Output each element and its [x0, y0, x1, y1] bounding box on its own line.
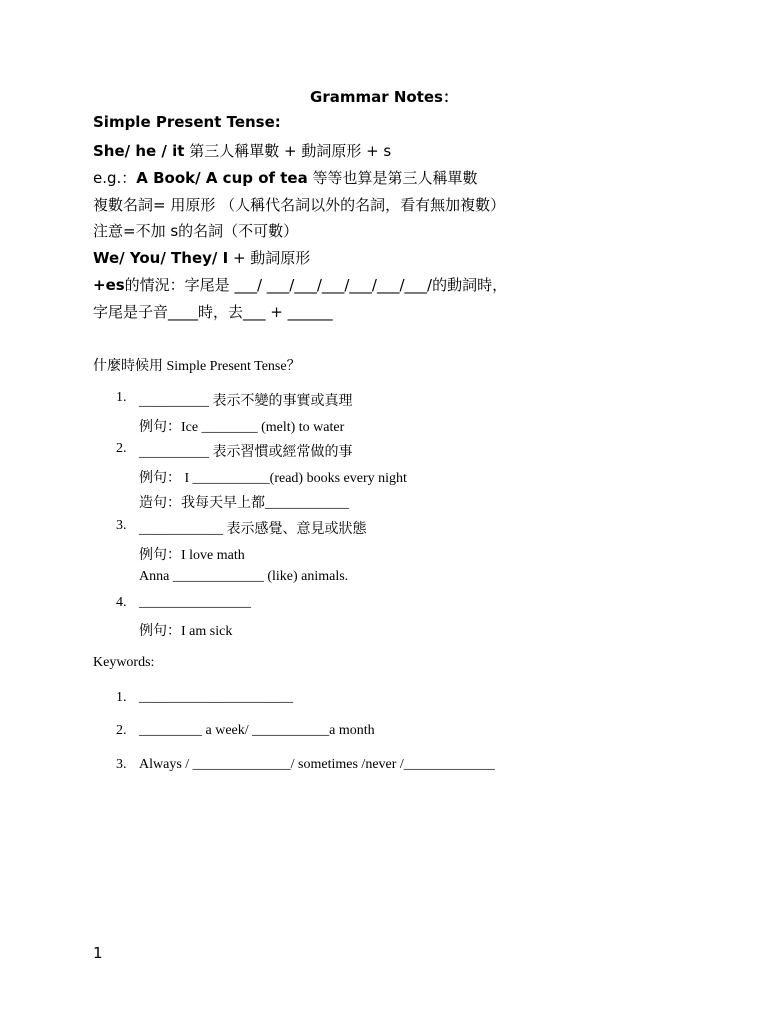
- keyword-item-blank: Always / ______________/ sometimes /never /_____________: [139, 757, 495, 772]
- usage-item-example: 例句：I love math: [139, 548, 245, 563]
- rule-plural-subjects-list: We/ You/ They/ I: [93, 249, 229, 267]
- rule-es-suffix-blanks: 的情況：字尾是 ___/ ___/___/___/___/___/___/的動詞時，: [124, 276, 508, 294]
- usage-item-number: 4.: [116, 595, 127, 610]
- usage-heading: 什麼時候用 Simple Present Tense？: [93, 359, 301, 374]
- rule-third-person-subject: She/ he / it: [93, 142, 185, 160]
- usage-item-example: 例句： I ___________(read) books every night: [139, 471, 407, 486]
- rule-third-person-formula: 第三人稱單數 + 動詞原形 + s: [184, 142, 392, 160]
- section-heading: Simple Present Tense:: [93, 113, 281, 131]
- keyword-item-number: 3.: [116, 757, 127, 772]
- rule-plural-subjects: [93, 247, 310, 268]
- keyword-item-blank: _________ a week/ ___________a month: [139, 723, 375, 738]
- rule-y-suffix: 字尾是子音____時，去___ + ______: [93, 303, 333, 321]
- rule-example-subject: A Book/ A cup of tea: [136, 169, 308, 187]
- usage-item-number: 1.: [116, 390, 127, 405]
- rule-es-suffix: [93, 274, 507, 295]
- keyword-item-blank: ______________________: [139, 690, 293, 705]
- rule-es-suffix-label: +es: [93, 276, 125, 294]
- rule-plural-noun: 複數名詞= 用原形 （人稱代名詞以外的名詞，看有無加複數）: [93, 196, 506, 214]
- usage-item-example: 例句：I am sick: [139, 624, 233, 639]
- keyword-item-number: 2.: [116, 723, 127, 738]
- usage-item-blank: ________________: [139, 595, 251, 610]
- rule-example-prefix: e.g.：: [93, 169, 137, 187]
- rule-third-person: [93, 140, 391, 161]
- rule-uncountable-note: 注意=不加 s的名詞（不可數）: [93, 222, 299, 240]
- usage-item-example: 例句：Ice ________ (melt) to water: [139, 420, 345, 435]
- page-number: 1: [93, 944, 103, 962]
- rule-example-note: 等等也算是第三人稱單數: [307, 169, 478, 187]
- rule-plural-subjects-formula: + 動詞原形: [228, 249, 311, 267]
- usage-item-blank: __________ 表示習慣或經常做的事: [139, 445, 353, 460]
- usage-item-blank: ____________ 表示感覺、意見或狀態: [139, 522, 367, 537]
- usage-item-exercise: Anna _____________ (like) animals.: [139, 569, 349, 584]
- usage-item-number: 2.: [116, 441, 127, 456]
- usage-item-blank: __________ 表示不變的事實或真理: [139, 394, 353, 409]
- usage-item-sentence-prompt: 造句：我每天早上都____________: [139, 496, 349, 511]
- keyword-item-number: 1.: [116, 690, 127, 705]
- rule-example: [93, 167, 478, 188]
- usage-item-number: 3.: [116, 518, 127, 533]
- keywords-heading: Keywords:: [93, 655, 155, 670]
- document-title: Grammar Notes：: [310, 88, 458, 106]
